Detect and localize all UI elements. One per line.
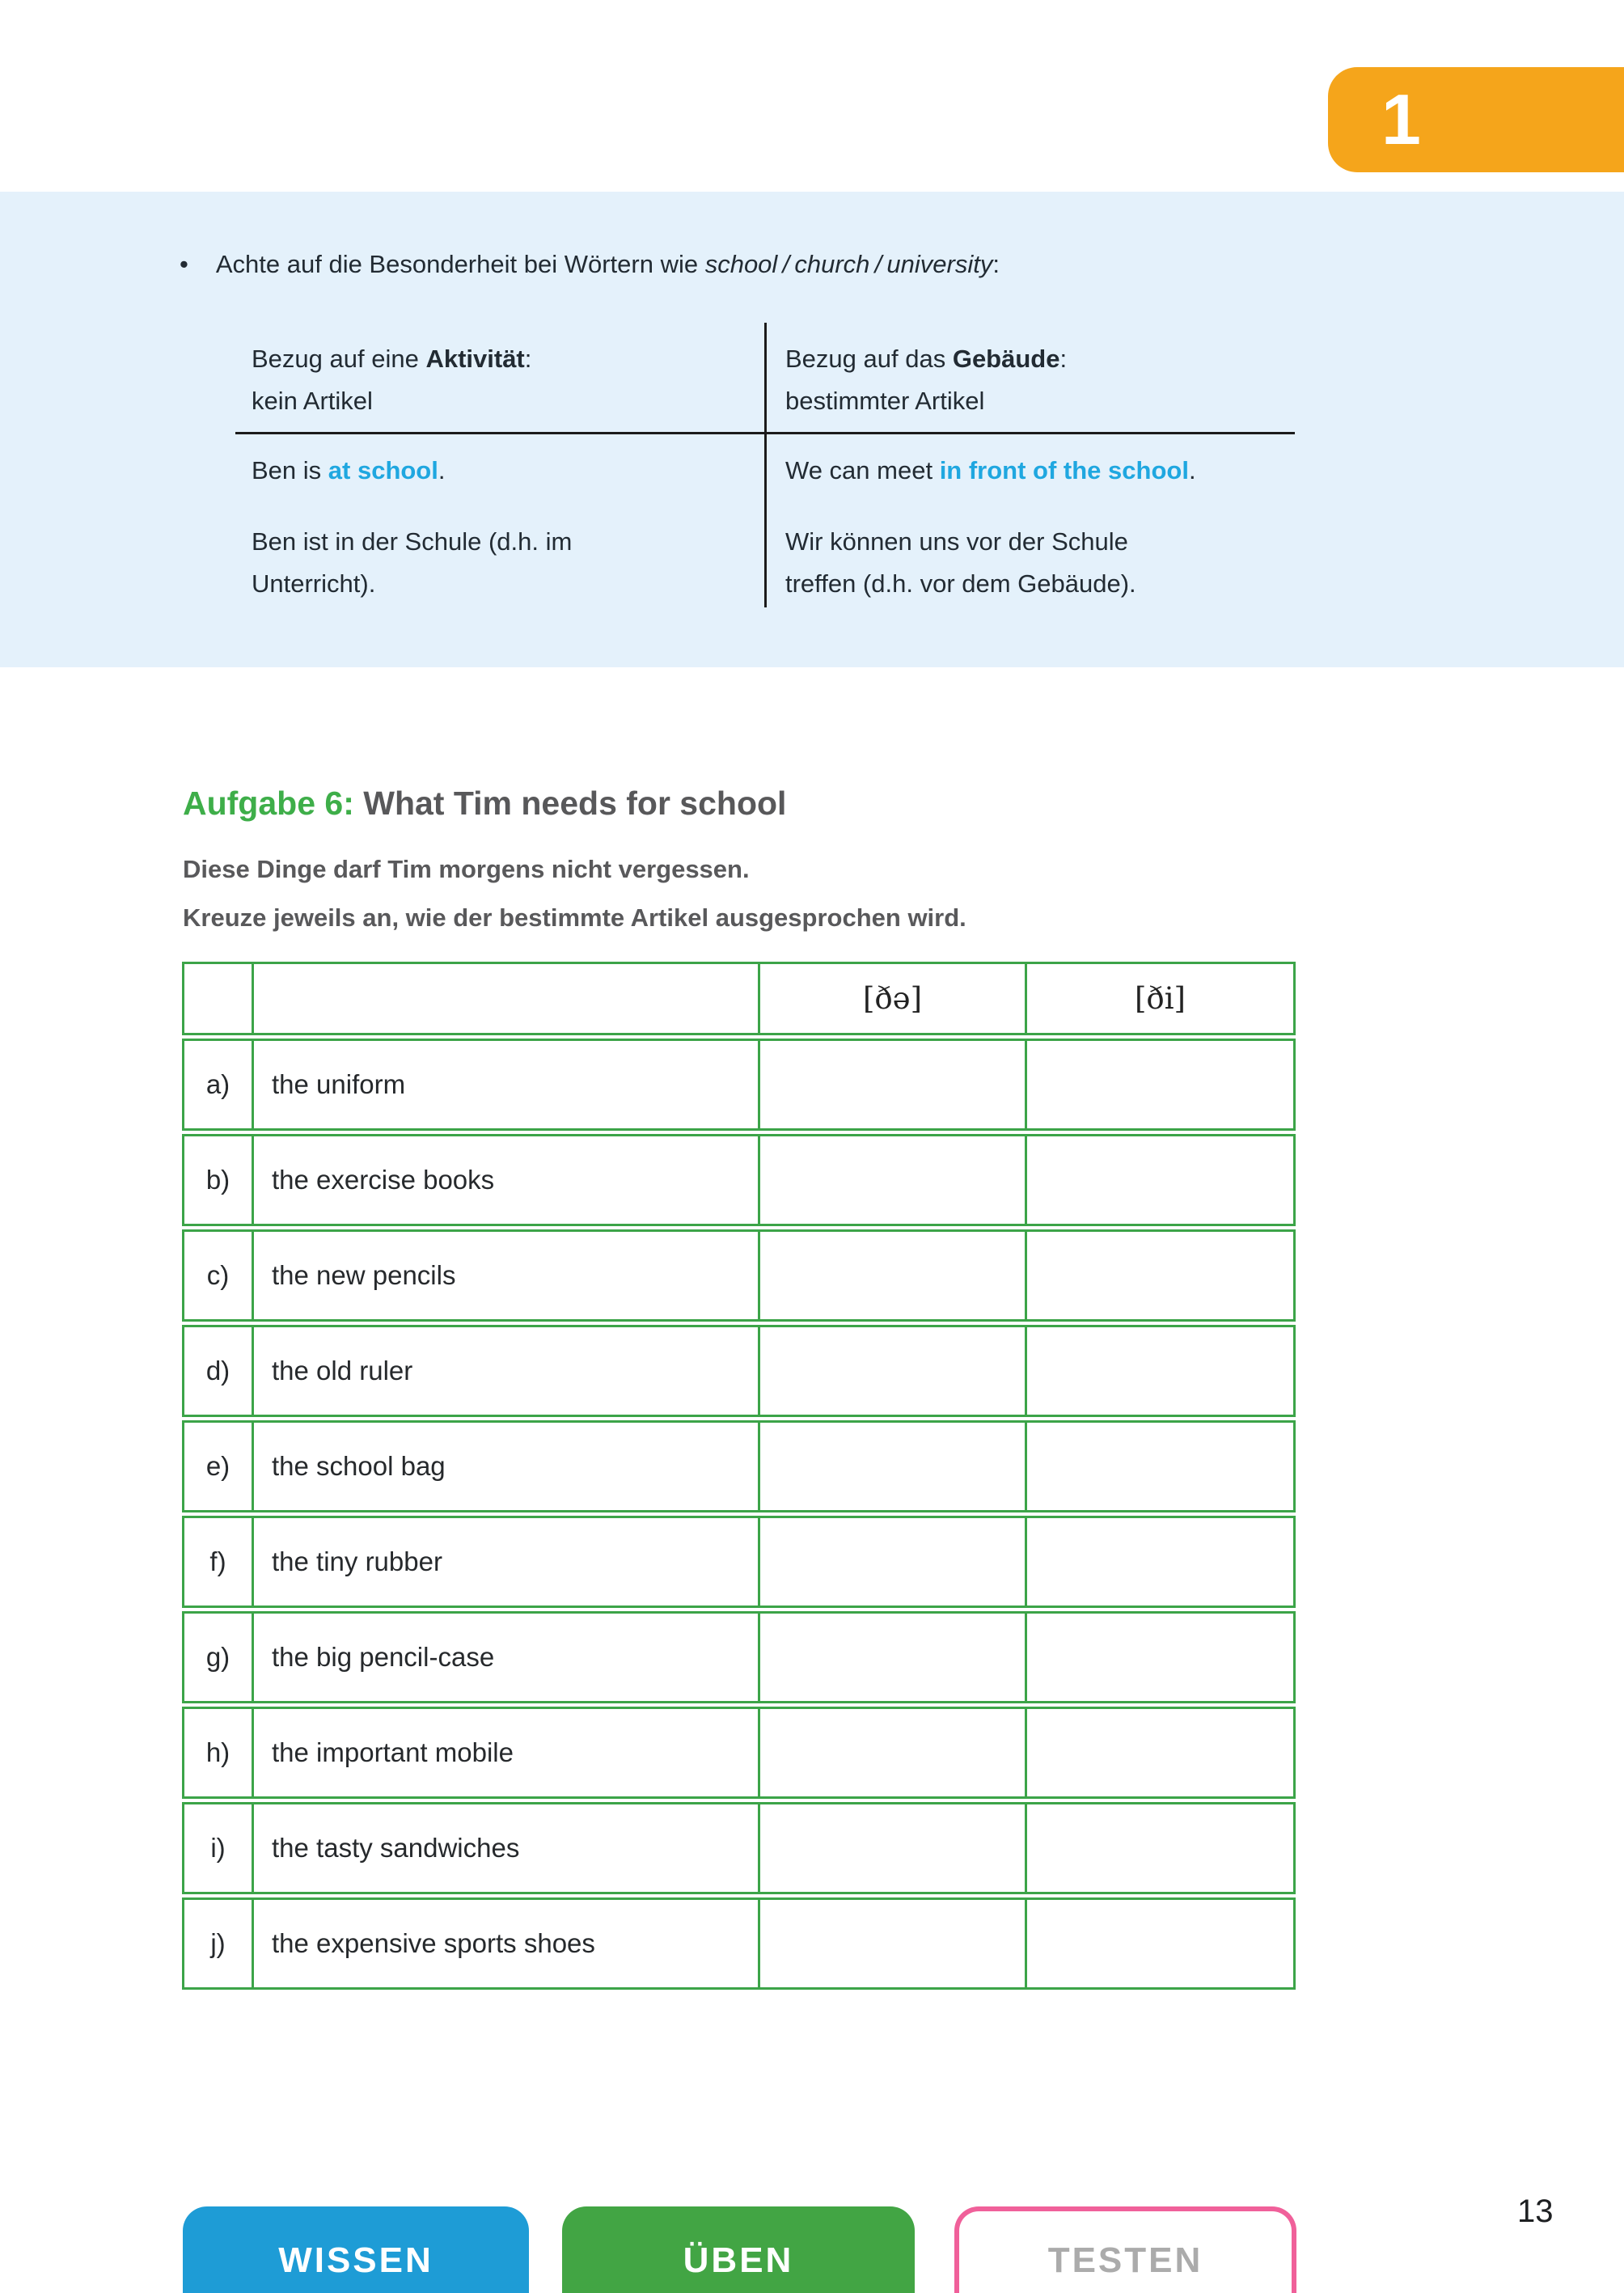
row-item: the tiny rubber [252, 1518, 758, 1606]
tab-wissen[interactable]: WISSEN [183, 2206, 529, 2293]
row-letter: d) [205, 1356, 230, 1386]
row-item: the new pencils [252, 1232, 758, 1319]
comparison-header-building-line2: bestimmter Artikel [785, 387, 985, 415]
row-letter: i) [210, 1833, 226, 1863]
example-translation-activity: Ben ist in der Schule (d.h. im Unterricht). [252, 527, 573, 598]
row-letter: g) [205, 1642, 230, 1672]
row-item: the important mobile [252, 1709, 758, 1796]
answer-cell-di[interactable] [1025, 1900, 1293, 1987]
example-sentence-activity: Ben is at school. [252, 456, 446, 484]
answer-cell-de[interactable] [758, 1136, 1025, 1224]
task-title [183, 785, 786, 823]
row-letter: a) [205, 1069, 230, 1099]
example-sentence-building: We can meet in front of the school. [785, 456, 1196, 484]
answer-cell-de[interactable] [758, 1804, 1025, 1892]
example-highlight-building: in front of the school [939, 456, 1189, 484]
example-translation-building: Wir können uns vor der Schule treffen (d.h. vor dem Gebäude). [785, 527, 1136, 598]
row-letter: f) [209, 1546, 226, 1576]
row-item: the tasty sandwiches [252, 1804, 758, 1892]
table-row [182, 1516, 1296, 1608]
table-row [182, 1134, 1296, 1226]
answer-cell-di[interactable] [1025, 1614, 1293, 1701]
example-highlight-activity: at school [328, 456, 438, 484]
answer-cell-di[interactable] [1025, 1136, 1293, 1224]
table-row [182, 1039, 1296, 1131]
row-letter: c) [206, 1260, 230, 1290]
answer-cell-de[interactable] [758, 1518, 1025, 1606]
column-header-di: [ði] [1025, 964, 1293, 1033]
answer-cell-de[interactable] [758, 1041, 1025, 1128]
answer-cell-de[interactable] [758, 1900, 1025, 1987]
answer-cell-di[interactable] [1025, 1804, 1293, 1892]
info-bullet-text: Achte auf die Besonderheit bei Wörtern wie school / church / university: [215, 250, 1000, 278]
answer-cell-di[interactable] [1025, 1041, 1293, 1128]
answer-cell-di[interactable] [1025, 1327, 1293, 1415]
page-number: 13 [1517, 2194, 1554, 2229]
answer-cell-di[interactable] [1025, 1709, 1293, 1796]
comparison-divider-vertical [764, 323, 767, 607]
comparison-header-activity-line2: kein Artikel [252, 387, 373, 415]
row-item: the old ruler [252, 1327, 758, 1415]
chapter-number: 1 [1381, 79, 1421, 159]
answer-cell-di[interactable] [1025, 1423, 1293, 1510]
row-item: the big pencil-case [252, 1614, 758, 1701]
header-letter-cell [184, 964, 252, 1033]
answer-cell-di[interactable] [1025, 1232, 1293, 1319]
row-letter: h) [205, 1737, 230, 1767]
column-header-de: [ðə] [758, 964, 1025, 1033]
tab-ueben[interactable]: ÜBEN [562, 2206, 915, 2293]
table-row [182, 1325, 1296, 1417]
task-instructions: Diese Dinge darf Tim morgens nicht vergessen. Kreuze jeweils an, wie der bestimmte Artikel ausgesprochen wird. [183, 855, 966, 932]
answer-cell-de[interactable] [758, 1709, 1025, 1796]
table-row [182, 1420, 1296, 1512]
answer-cell-de[interactable] [758, 1423, 1025, 1510]
table-header-row [182, 962, 1296, 1035]
table-row [182, 1707, 1296, 1799]
comparison-header-activity: Bezug auf eine Aktivität: kein Artikel [252, 345, 532, 415]
row-letter: e) [205, 1451, 230, 1481]
answer-cell-de[interactable] [758, 1614, 1025, 1701]
bullet-icon: • [180, 250, 188, 278]
answer-cell-de[interactable] [758, 1232, 1025, 1319]
table-row [182, 1229, 1296, 1322]
tab-testen[interactable]: TESTEN [954, 2206, 1296, 2293]
info-bullet-line [180, 248, 1000, 281]
row-item: the school bag [252, 1423, 758, 1510]
row-item: the expensive sports shoes [252, 1900, 758, 1987]
comparison-header-building: Bezug auf das Gebäude: bestimmter Artikel [785, 345, 1068, 415]
task-label: Aufgabe 6: [183, 785, 354, 822]
task-name: What Tim needs for school [353, 785, 787, 822]
table-row [182, 1897, 1296, 1990]
row-letter: b) [205, 1165, 230, 1195]
row-item: the uniform [252, 1041, 758, 1128]
table-row [182, 1611, 1296, 1703]
chapter-badge [1328, 67, 1624, 172]
info-bullet-italic: school / church / university [704, 250, 993, 278]
table-row [182, 1802, 1296, 1894]
row-letter: j) [210, 1928, 226, 1958]
answer-cell-de[interactable] [758, 1327, 1025, 1415]
row-item: the exercise books [252, 1136, 758, 1224]
answer-cell-di[interactable] [1025, 1518, 1293, 1606]
pronunciation-exercise-table [182, 962, 1296, 1990]
header-item-cell [252, 964, 758, 1033]
